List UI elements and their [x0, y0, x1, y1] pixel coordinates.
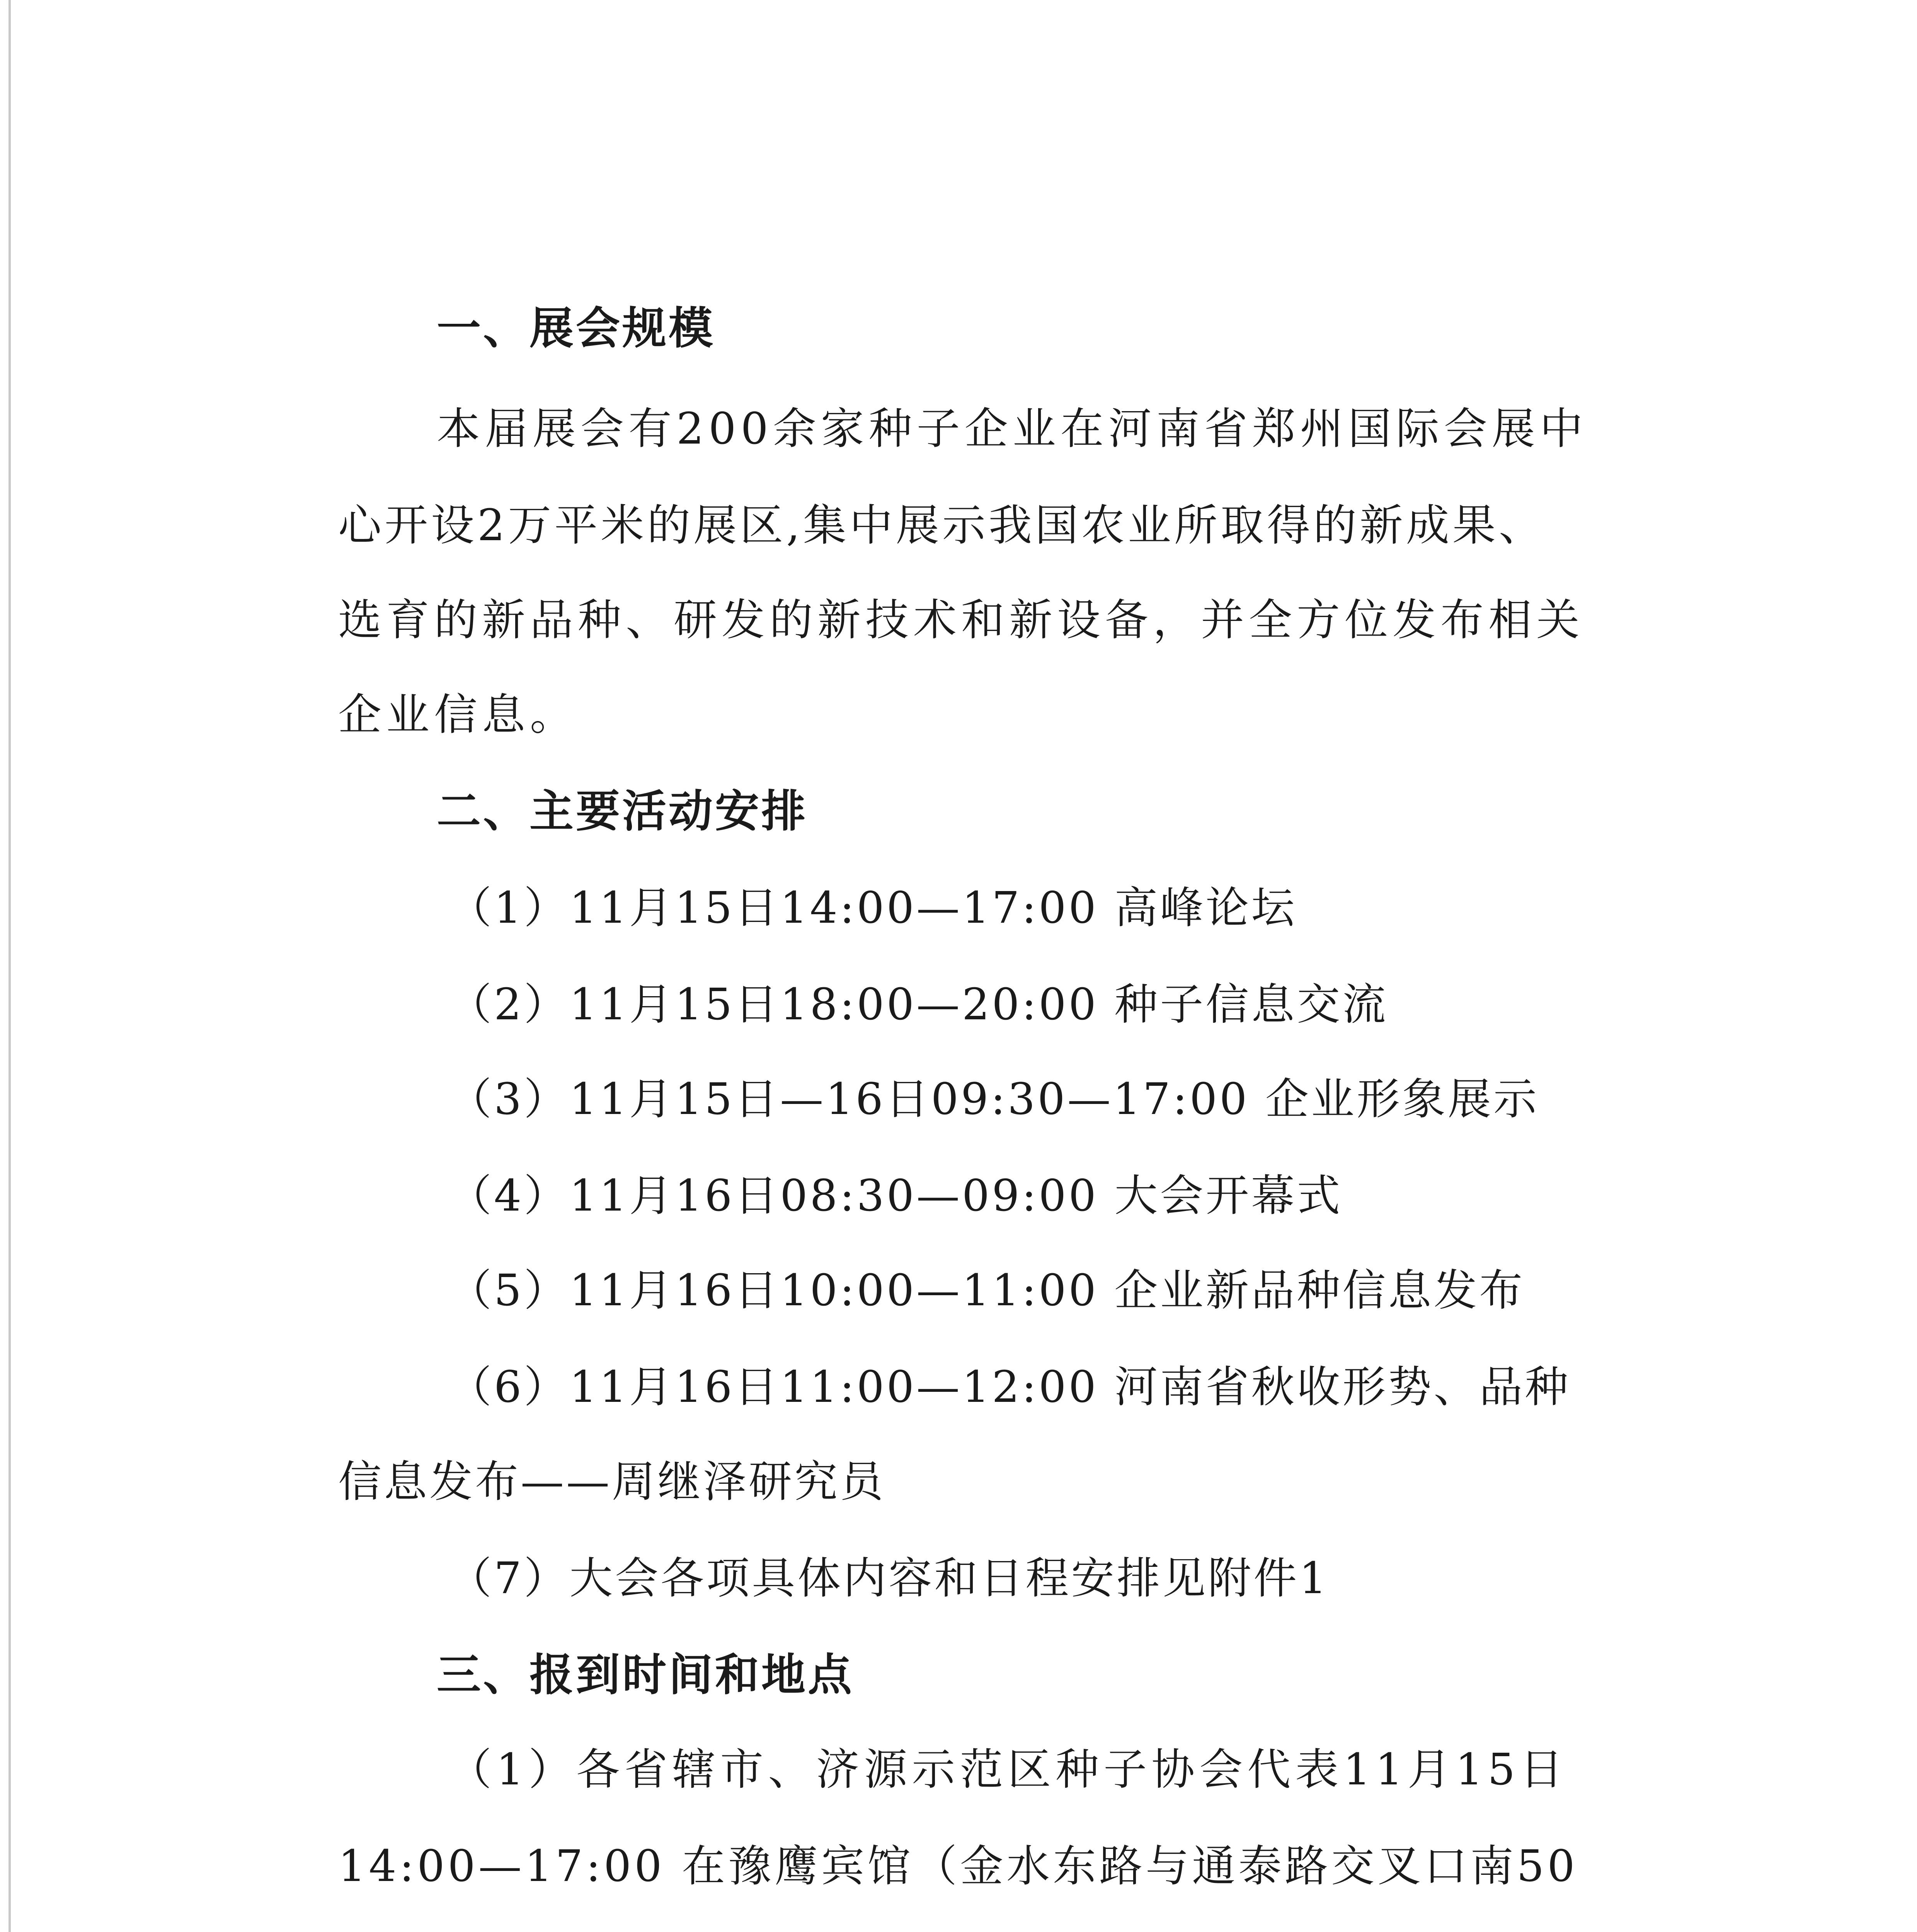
section-heading-1: 一、展会规模: [437, 303, 715, 354]
schedule-item: （4）11月16日08:30—09:00 大会开幕式: [448, 1171, 1343, 1221]
schedule-item: （7）大会各项具体内容和日程安排见附件1: [448, 1553, 1329, 1604]
scan-edge-line: [9, 0, 11, 1932]
paragraph-line: 本届展会有200余家种子企业在河南省郑州国际会展中: [437, 404, 1588, 454]
schedule-item: （1）11月15日14:00—17:00 高峰论坛: [448, 883, 1297, 933]
schedule-item: （5）11月16日10:00—11:00 企业新品种信息发布: [448, 1265, 1525, 1316]
paragraph-line: （1）各省辖市、济源示范区种子协会代表11月15日: [448, 1745, 1568, 1795]
paragraph-line: 选育的新品种、研发的新技术和新设备，并全方位发布相关: [338, 595, 1584, 645]
paragraph-line: 14:00—17:00 在豫鹰宾馆（金水东路与通泰路交叉口南50: [338, 1841, 1578, 1891]
section-heading-3: 三、报到时间和地点: [437, 1649, 855, 1701]
paragraph-line: 心开设2万平米的展区,集中展示我国农业所取得的新成果、: [338, 500, 1545, 551]
schedule-item: （3）11月15日—16日09:30—17:00 企业形象展示: [448, 1074, 1539, 1124]
schedule-item: （6）11月16日11:00—12:00 河南省秋收形势、品种: [448, 1362, 1571, 1412]
paragraph-line: 企业信息。: [338, 690, 578, 740]
schedule-item-continuation: 信息发布——周继泽研究员: [338, 1457, 885, 1507]
schedule-item: （2）11月15日18:00—20:00 种子信息交流: [448, 980, 1388, 1030]
section-heading-2: 二、主要活动安排: [437, 786, 808, 837]
